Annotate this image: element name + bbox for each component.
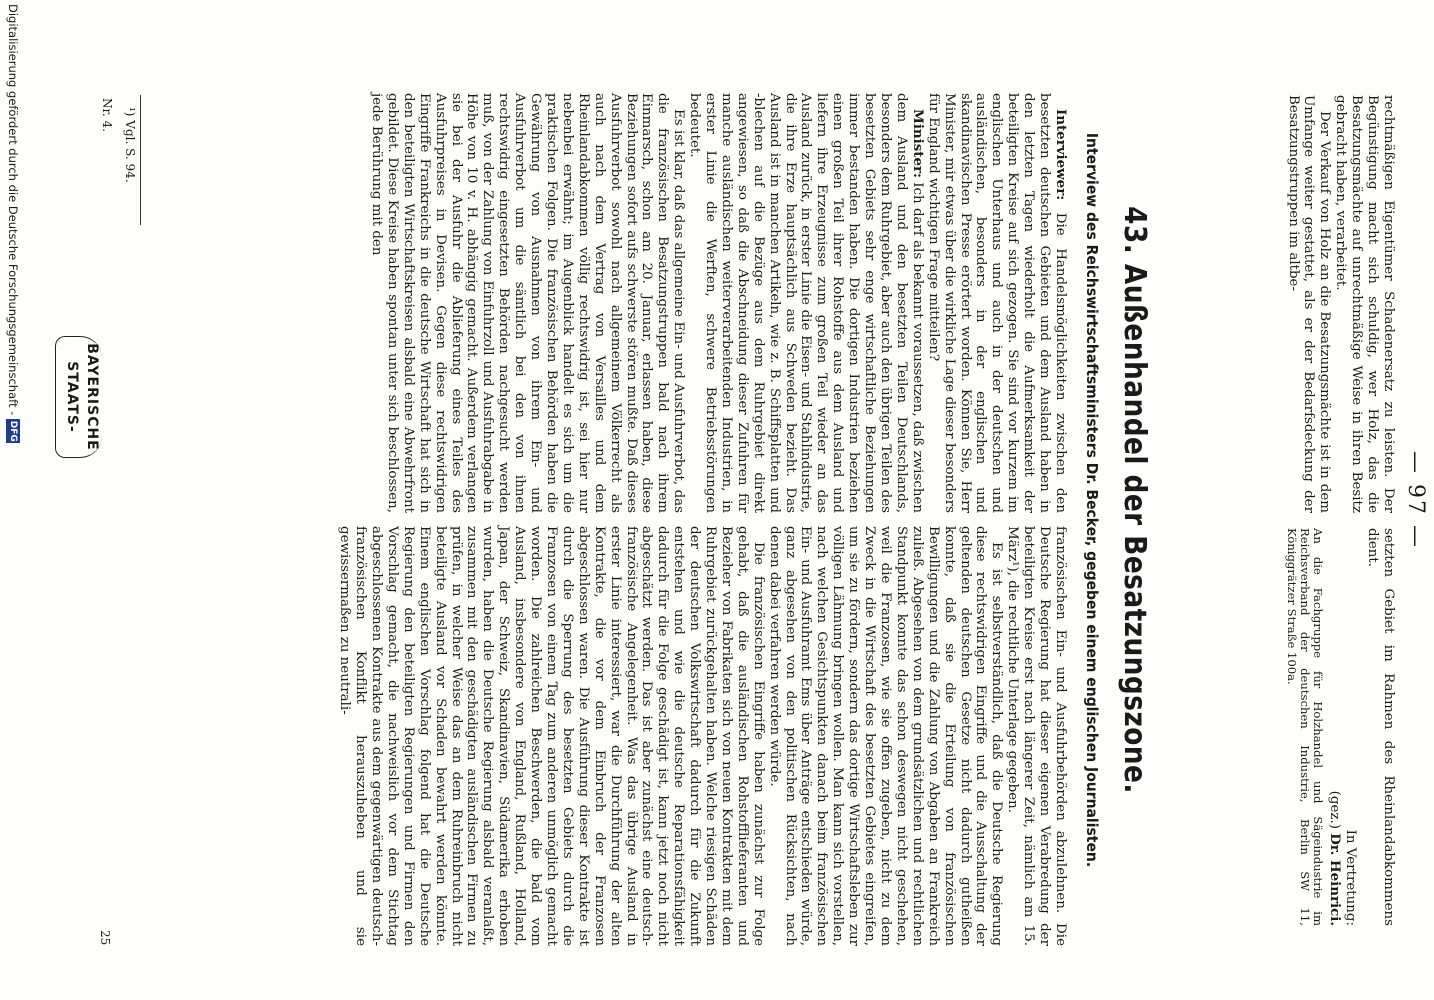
body-right-column [336, 526, 1068, 946]
section-heading: 43. Außenhandel der Besatzungszone. [1117, 206, 1152, 794]
stamp-line: BAYERISCHE [84, 343, 100, 451]
paragraph: setzten Gebiet im Rahmen des Rheinlandabkommens dient. [1365, 528, 1396, 926]
library-stamp [55, 336, 102, 458]
issue-number: Nr. 4. [100, 98, 114, 132]
paragraph [925, 93, 1068, 513]
top-right-column [1284, 528, 1396, 926]
body-left-column [368, 93, 1068, 513]
footnote: ¹) Vgl. S. 94. [123, 107, 137, 183]
signature-prefix: (gez.) [1327, 790, 1343, 834]
top-left-column [1285, 95, 1396, 513]
sheet-number: 25 [98, 930, 112, 946]
paragraph-text: Es ist klar, daß das allgemeine Ein- und Ausfuhrverbot, das die französischen Besatzungstruppen bald nach ihrem Einmarsch, schon am 20. Januar, erlassen haben, diese Beziehungen sofort aufs schwerste stören mußte. Daß dieses Ausfuhrverbot sowohl nach allgemeinem Völkerrecht als auch nach dem Vertrag von Versailles und dem Rheinlandabkommen völlig rechtswidrig ist, sei hier nur nebenbei erwähnt; im Augenblick handelt es sich um die praktischen Folgen. Die französischen Behörden haben die Gewährung von Ausnahmen von ihrem Ein- und Ausfuhrverbot um die sämtlich bei den von ihnen rechtswidrig eingesetzten Behörden nachgesucht werden muß, von der Zahlung von Einfuhrzoll und Ausfuhrabgabe in Höhe von 10 v. H. abhängig gemacht. Außerdem verlangen sie bei der Ausfuhr die Ablieferung eines Teiles des Ausfuhrpreises in Devisen. Gegen diese rechtswidrigen Eingriffe Frankreichs in die deutsche Wirtschaft hat sich in den beteiligten Wirtschaftskreisen alsbald eine Abwehrfront gebildet. Diese Kreise haben spontan unter sich beschlossen, jede Berührung mit den [369, 93, 687, 513]
digitization-notice [0, 0, 26, 1000]
paragraph: rechtmäßigen Eigentümer Schadenersatz zu leisten. Der Begünstigung macht sich schuldig, wer Holz, das die Besatzungsmächte auf unrechtmäßige Weise in ihren Besitz gebracht haben, verarbeitet. [1333, 95, 1396, 513]
in-vertretung: In Vertretung: [1343, 829, 1359, 926]
paragraph: Die französischen Eingriffe haben zunächst zur Folge gehabt, daß die ausländischen Rohstofflieferanten und Bezieher von Fabrikaten sich von neuen Kontrakten mit dem Ruhrgebiet zurückgehalten haben. Welche riesigen Schäden der deutschen Volkswirtschaft dadurch für die Zukunft entstehen und wie die deutsche Reparationsfähigkeit dadurch für die Folge geschädigt ist, kann jetzt noch nicht abgeschätzt werden. Das ist aber zunächst eine deutsch-französische Angelegenheit. Was das übrige Ausland in erster Linie interessiert, war die Durchführung der alten Kontrakte, die vor dem Einbruch der Franzosen abgeschlossen waren. Die Ausführung dieser Kontrakte ist durch die Sperrung des besetzten Gebiets durch die Franzosen von einem Tag zum anderen unmöglich gemacht worden. Die zahlreichen Beschwerden, die bald vom Ausland, insbesondere von England, Rußland, Holland, Japan, der Schweiz, Skandinavien, Südamerika erhoben wurden, haben die Deutsche Regierung alsbald veranlaßt, zusammen mit den geschädigten ausländischen Firmen zu prüfen, in welcher Weise das an dem Ruhreinbruch nicht beteiligte Ausland vor Schaden bewahrt werden könnte. Einem englischen Vorschlag folgend hat die Deutsche Regierung den beteiligten Regierungen und Firmen den Vorschlag gemacht, die nachweislich vor dem Stichtag abgeschlossenen Kontrakte aus dem gegenwärtigen deutsch-französischen Konflikt herauszuheben und sie gewissermaßen zu neutrali- [337, 526, 766, 946]
stamp-line: STAATS- [64, 361, 80, 433]
speaker-label: Interviewer: [1053, 109, 1069, 201]
signature-name: Dr. Heinrici. [1327, 833, 1344, 926]
paragraph [686, 93, 925, 513]
paragraph-text: Ich darf als bekannt voraussetzen, daß zwischen dem Ausland und den besetzten Teilen Deutschlands, besonders dem Ruhrgebiet, aber auch den übrigen Teilen des besetzten Gebiets sehr enge wirtschaftliche Beziehungen immer bestanden haben. Die dortigen Industrien beziehen einen großen Teil ihrer Rohstoffe aus dem Ausland und liefern ihre Erzeugnisse zum großen Teil wieder an das Ausland zurück, in erster Linie die Eisen- und Stahlindustrie, die ihre Erze hauptsächlich aus Schweden bezieht. Das Ausland ist in manchen Artikeln, wie z. B. Schiffsplatten und -blechen auf die Bezüge aus dem Ruhrgebiet direkt angewiesen, so daß die Abschneidung dieser Zufuhren für manche ausländischen weiterverarbeitenden Industrien, in erster Linie die Werften, schwere Betriebsstörungen bedeutet. [687, 93, 925, 513]
section-subheading: Interview des Reichswirtschaftsministers Dr. Becker, gegeben einem englischen Journalisten. [1083, 132, 1101, 868]
footnote-rule [140, 95, 141, 225]
speaker-label: Minister: [909, 109, 926, 178]
digitization-text: Digitalisierung gefördert durch die Deutsche Forschungsgemeinschaft - [6, 4, 20, 416]
paragraph: französischen Ein- und Ausfuhrbehörden abzulehnen. Die Deutsche Regierung hat dieser eigenen Verabredung der beteiligten Kreise erst nach längerer Zeit, nämlich am 15. März¹), die rechtliche Unterlage gegeben. [1005, 526, 1068, 946]
paragraph: Der Verkauf von Holz an die Besatzungsmächte ist in dem Umfange weiter gestattet, als er der Bedarfsdeckung der Besatzungstruppen im altbe- [1285, 95, 1333, 513]
paragraph: Es ist selbstverständlich, daß die Deutsche Regierung diese rechtswidrigen Eingriffe und die Ausschaltung der geltenden deutschen Gesetze nicht dadurch gutheißen konnte, daß sie die Erteilung von französischen Bewilligungen und die Zahlung von Abgaben an Frankreich zuließ. Abgesehen von dem grundsätzlichen und rechtlichen Standpunkt konnte das schon deswegen nicht geschehen, weil die Franzosen, wie sie offen zugeben, nicht zu dem Zweck in die Wirtschaft des besetzten Gebietes eingreifen, um sie zu fördern, sondern das dortige Wirtschaftsleben zur völligen Lähmung bringen wollen. Man kann sich vorstellen, nach welchen Gesichtspunkten danach beim französischen Ein- und Ausfuhramt Ems über Anträge entschieden würde, ganz abgesehen von den politischen Rücksichten, nach denen dabei verfahren werden würde. [766, 526, 1005, 946]
signature [1326, 528, 1342, 926]
paragraph-text: Die Handelsmöglichkeiten zwischen den besetzten deutschen Gebieten und dem Ausland haben in den letzten Tagen wiederholt die Aufmerksamkeit der beteiligten Kreise auf sich gezogen. Sie sind vor kurzem im englischen Unterhaus und auch in der deutschen und ausländischen, besonders in der englischen und skandinavischen Presse erörtert worden. Können Sie, Herr Minister, mir etwas über die wirkliche Lage dieser besonders für England wichtigen Frage mitteilen? [925, 93, 1068, 513]
paragraph [368, 93, 686, 513]
page-number: — 97 — [1403, 451, 1428, 549]
dfg-logo-icon: DFG [8, 420, 18, 442]
address: An die Fachgruppe für Holzhandel und Sägeindustrie im Reichsverband der deutschen Industrie, Berlin SW 11, Königgrätzer Straße 100a. [1284, 528, 1326, 926]
